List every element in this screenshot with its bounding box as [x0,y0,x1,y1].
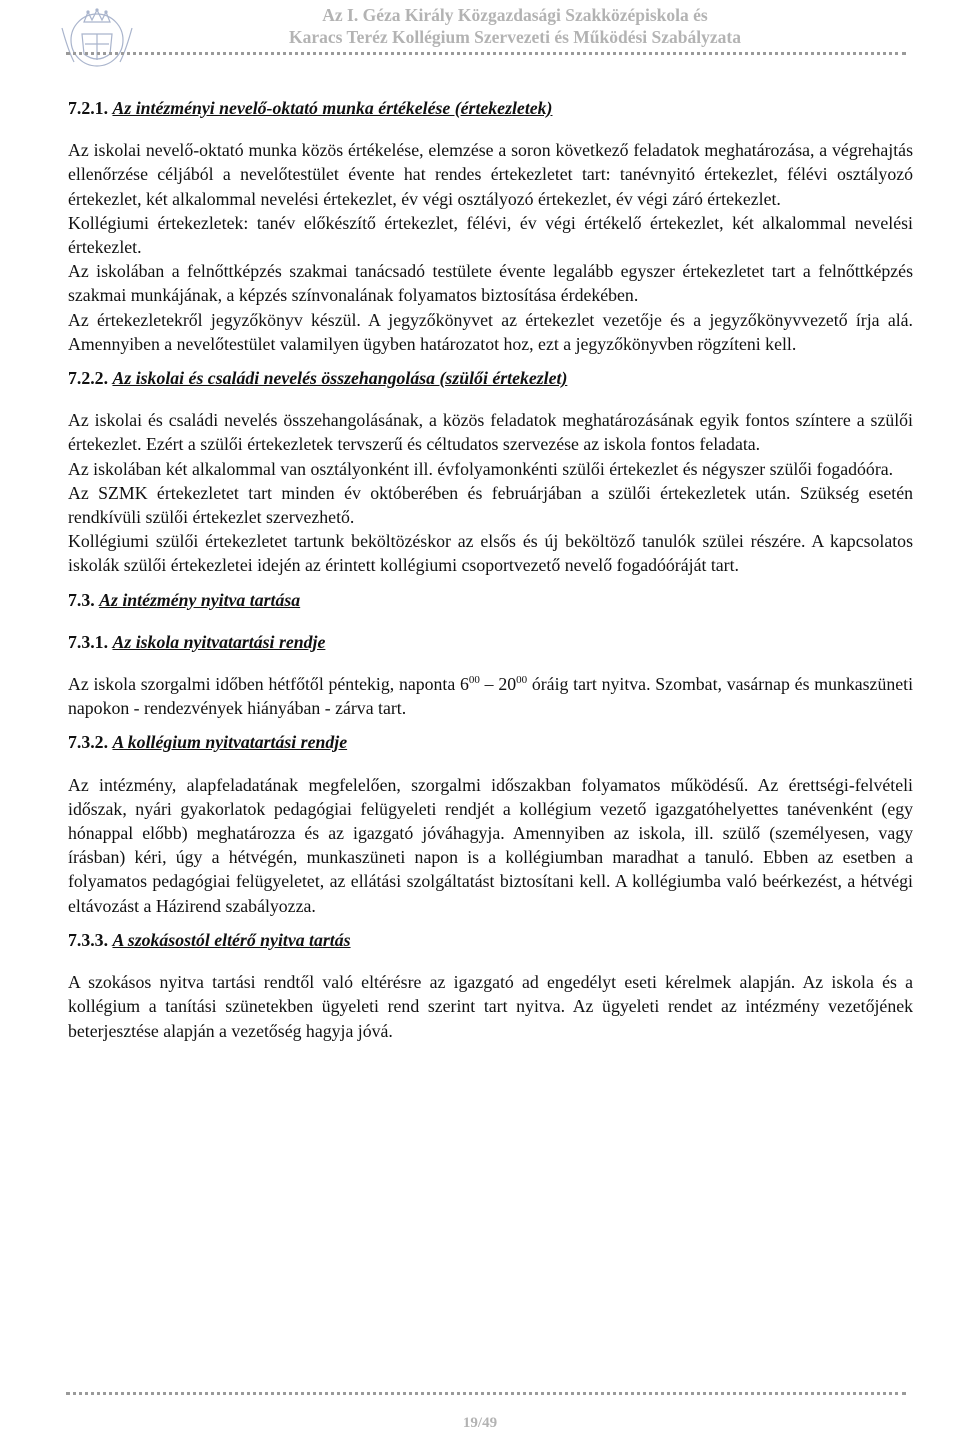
text-run: Az iskola szorgalmi időben hétfőtől péntekig, naponta 6 [68,674,469,695]
page-number: 19/49 [462,1415,498,1431]
section-title: Az intézmény nyitva tartása [99,589,301,610]
paragraph: Az intézmény, alapfeladatának megfelelően, szorgalmi időszakban folyamatos működésű. Az érettségi-felvételi időszak, nyári gyakorlatok pedagógiai felügyeleti rendjét a kollégium vezető igazgatóhelyettes tanévenként (egy hónappal előbb) meghatározza és az igazgató jóváhagyja. Amennyiben az iskola, ill. szülő (személyesen, vagy írásban) kéri, úgy a hétvégén, munkaszüneti napon is a kollégiumban maradhat a tanuló. Ebben az esetben a folyamatos pedagógiai felügyeletet, az ellátási szolgáltatást biztosítani kell. A kollégiumba való beérkezést, a hétvégi eltávozást a Házirend szabályozza. [68,774,913,916]
paragraph: Az iskolai és családi nevelés összehangolásának, a közös feladatok meghatározásának egyik fontos színtere a szülői értekezlet. Ezért a szülői értekezletek tervszerű és céltudatos szervezése az iskola fontos feladata. [68,410,913,455]
document-body [68,96,913,1043]
section-heading-7-3-3 [68,928,913,952]
paragraph [68,672,913,720]
text-run: óráig tart nyitva. Szombat, vasárnap és munkaszüneti napokon - rendezvények hiányában - zárva tart. [68,674,914,719]
section-heading-7-2-2 [68,366,913,390]
paragraph: Az iskolában két alkalommal van osztályonként ill. évfolyamonkénti szülői értekezlet és négyszer szülői fogadóóra. [68,458,894,479]
paragraph: Az iskolai nevelő-oktató munka közös értékelése, elemzése a soron következő feladatok meghatározása, a végrehajtás ellenőrzése céljából a nevelőtestület évente hat rendes értekezletet tart: tanévnyitó értekezlet, félévi osztályozó értekezlet, két alkalommal nevelési értekezlet, év végi osztályozó értekezlet, év végi záró értekezlet. [68,140,913,209]
footer-divider [66,1392,906,1395]
section-heading-7-3 [68,588,913,612]
paragraph: Az értekezletekről jegyzőkönyv készül. A jegyzőkönyvet az értekezlet vezetője és a jegyzőkönyvvezető írja alá. Amennyiben a nevelőtestület valamilyen ügyben határozatot hoz, ezt a jegyzőkönyvben rögzíteni kell. [68,309,913,354]
section-number: 7.3.1. [68,631,109,652]
section-number: 7.3. [68,589,95,610]
section-title: Az intézményi nevelő-oktató munka értékelése (értekezletek) [112,98,553,118]
header-divider [66,52,906,55]
section-heading-7-3-1 [68,630,913,654]
section-heading-7-2-1 [68,96,913,120]
paragraph: Kollégiumi szülői értekezletet tartunk beköltözéskor az elsős és új beköltöző tanulók szülei részére. A kapcsolatos iskolák szülői értekezletei idején az érintett kollégiumi csoportvezető nevelő fogadóóráját tart. [68,531,913,576]
section-number: 7.2.2. [68,368,109,389]
text-run: – 20 [479,674,517,695]
section-title: Az iskolai és családi nevelés összehangolása (szülői értekezlet) [112,368,568,389]
section-title: A szokásostól eltérő nyitva tartás [112,929,351,950]
header-line-2: Karacs Teréz Kollégium Szervezeti és Működési Szabályzata [288,27,741,47]
section-heading-7-3-2 [68,730,913,754]
section-number: 7.3.3. [68,929,109,950]
header-line-1: Az I. Géza Király Közgazdasági Szakközépiskola és [322,5,708,25]
crest-logo-icon [54,4,140,70]
paragraph: A szokásos nyitva tartási rendtől való eltérésre az igazgató ad engedélyt eseti kérelmek alapján. Az iskola és a kollégium a tanítási szünetekben ügyeleti rend szerint tart nyitva. Az ügyeleti rendet az intézmény vezetőjének beterjesztése alapján a vezetőség hagyja jóvá. [68,972,913,1041]
superscript: 00 [516,674,528,687]
superscript: 00 [468,674,480,687]
paragraph: Kollégiumi értekezletek: tanév előkészítő értekezlet, félévi, év végi értékelő értekezlet, két alkalommal nevelési értekezlet. [68,212,913,258]
section-number: 7.2.1. [68,98,109,118]
paragraph: Az SZMK értekezletet tart minden év októberében és februárjában a szülői értekezletek után. Szükség esetén rendkívüli szülői értekezlet szervezhető. [68,482,913,528]
document-header [150,4,880,48]
section-number: 7.3.2. [68,732,109,753]
section-title: Az iskola nyitvatartási rendje [112,631,326,652]
paragraph: Az iskolában a felnőttképzés szakmai tanácsadó testülete évente legalább egyszer értekezletet tart a felnőttképzés szakmai munkájának, a képzés színvonalának folyamatos biztosítása érdekében. [68,261,913,306]
section-title: A kollégium nyitvatartási rendje [112,732,348,753]
